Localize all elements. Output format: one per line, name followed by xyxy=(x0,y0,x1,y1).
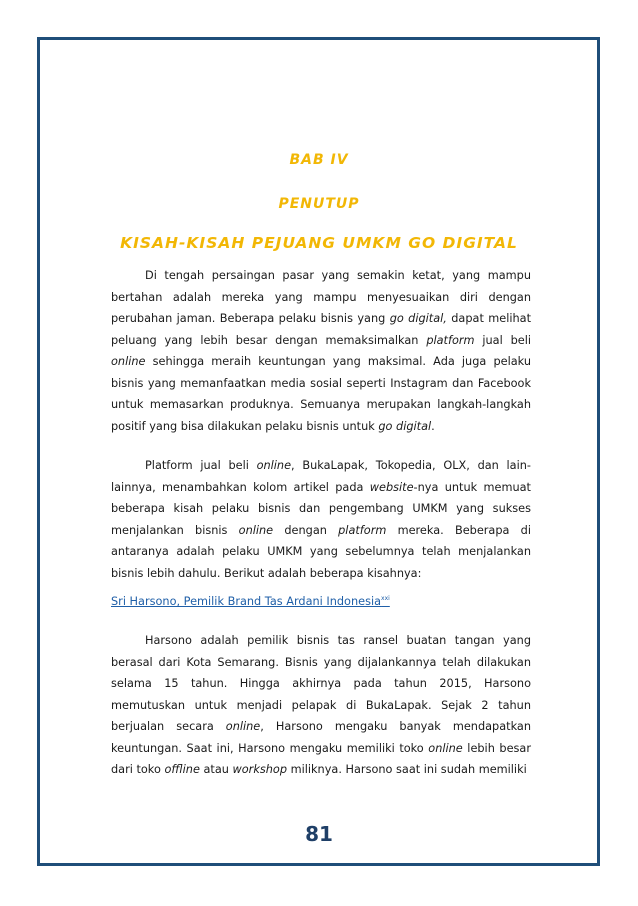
text-run-italic: website xyxy=(369,480,414,494)
text-run-italic: online xyxy=(225,720,261,733)
text-run: sehingga meraih keuntungan yang maksimal. Ada juga pelaku bisnis yang memanfaatkan media sosial seperti Instagram dan Facebook untuk memasarkan produknya. Semuanya merupakan langkah-langkah positif yang bisa dilakukan pelaku bisnis untuk xyxy=(111,355,531,433)
text-run: atau xyxy=(199,763,233,776)
story-link[interactable] xyxy=(111,595,390,608)
text-run: jual beli xyxy=(474,333,531,347)
text-run-italic: go digital xyxy=(378,419,432,433)
paragraph-platforms xyxy=(111,455,531,584)
text-run: -nya untuk memuat beberapa kisah pelaku bisnis dan pengembang UMKM yang sukses menjalankan bisnis xyxy=(111,480,531,537)
text-run-italic: platform xyxy=(426,333,475,347)
text-run-italic: online xyxy=(256,459,292,472)
paragraph-intro xyxy=(111,265,531,437)
page-number: 81 xyxy=(305,822,333,846)
text-run: Di tengah persaingan pasar yang semakin ketat, yang mampu bertahan adalah mereka yang mampu menyesuaikan diri dengan perubahan jaman. Beberapa pelaku bisnis yang xyxy=(111,269,531,325)
text-run-italic: offline xyxy=(164,763,200,776)
chapter-subtitle: KISAH-KISAH PEJUANG UMKM GO DIGITAL xyxy=(120,234,518,252)
text-run-italic: workshop xyxy=(232,763,287,776)
text-run: Platform jual beli xyxy=(145,459,257,472)
text-run-italic: online xyxy=(428,741,463,755)
text-run: , BukaLapak, Tokopedia, OLX, dan lain-lainnya, menambahkan kolom artikel pada xyxy=(111,459,531,494)
text-run: . xyxy=(431,419,435,433)
text-run: dapat melihat peluang yang lebih besar dengan memaksimalkan xyxy=(111,312,532,347)
text-run: mereka. Beberapa di antaranya adalah pelaku UMKM yang sebelumnya telah menjalankan bisnis lebih dahulu. Berikut adalah beberapa kisahnya: xyxy=(111,523,531,580)
text-run: dengan xyxy=(273,523,339,537)
text-run: lebih besar dari toko xyxy=(111,741,531,776)
text-run-italic: go digital, xyxy=(389,312,447,325)
footnote-marker[interactable]: xxi xyxy=(381,595,390,603)
chapter-title: PENUTUP xyxy=(278,196,360,212)
text-run-italic: platform xyxy=(338,523,387,537)
text-run: Harsono adalah pemilik bisnis tas ransel buatan tangan yang berasal dari Kota Semarang. Bisnis yang dijalankannya telah dilakukan selama 15 tahun. Hingga akhirnya pada tahun 2015, Harsono memutuskan untuk menjadi pelapak di BukaLapak. Sejak 2 tahun berjualan secara xyxy=(111,634,531,733)
text-run: miliknya. Harsono saat ini sudah memiliki xyxy=(287,763,527,776)
chapter-label: BAB IV xyxy=(289,152,349,168)
story-link-text[interactable]: Sri Harsono, Pemilik Brand Tas Ardani Indonesia xyxy=(111,595,382,608)
paragraph-harsono xyxy=(111,630,531,781)
text-run-italic: online xyxy=(238,523,274,537)
text-run: , Harsono mengaku banyak mendapatkan keuntungan. Saat ini, Harsono mengaku memiliki toko xyxy=(111,720,531,755)
text-run-italic: online xyxy=(111,355,146,368)
